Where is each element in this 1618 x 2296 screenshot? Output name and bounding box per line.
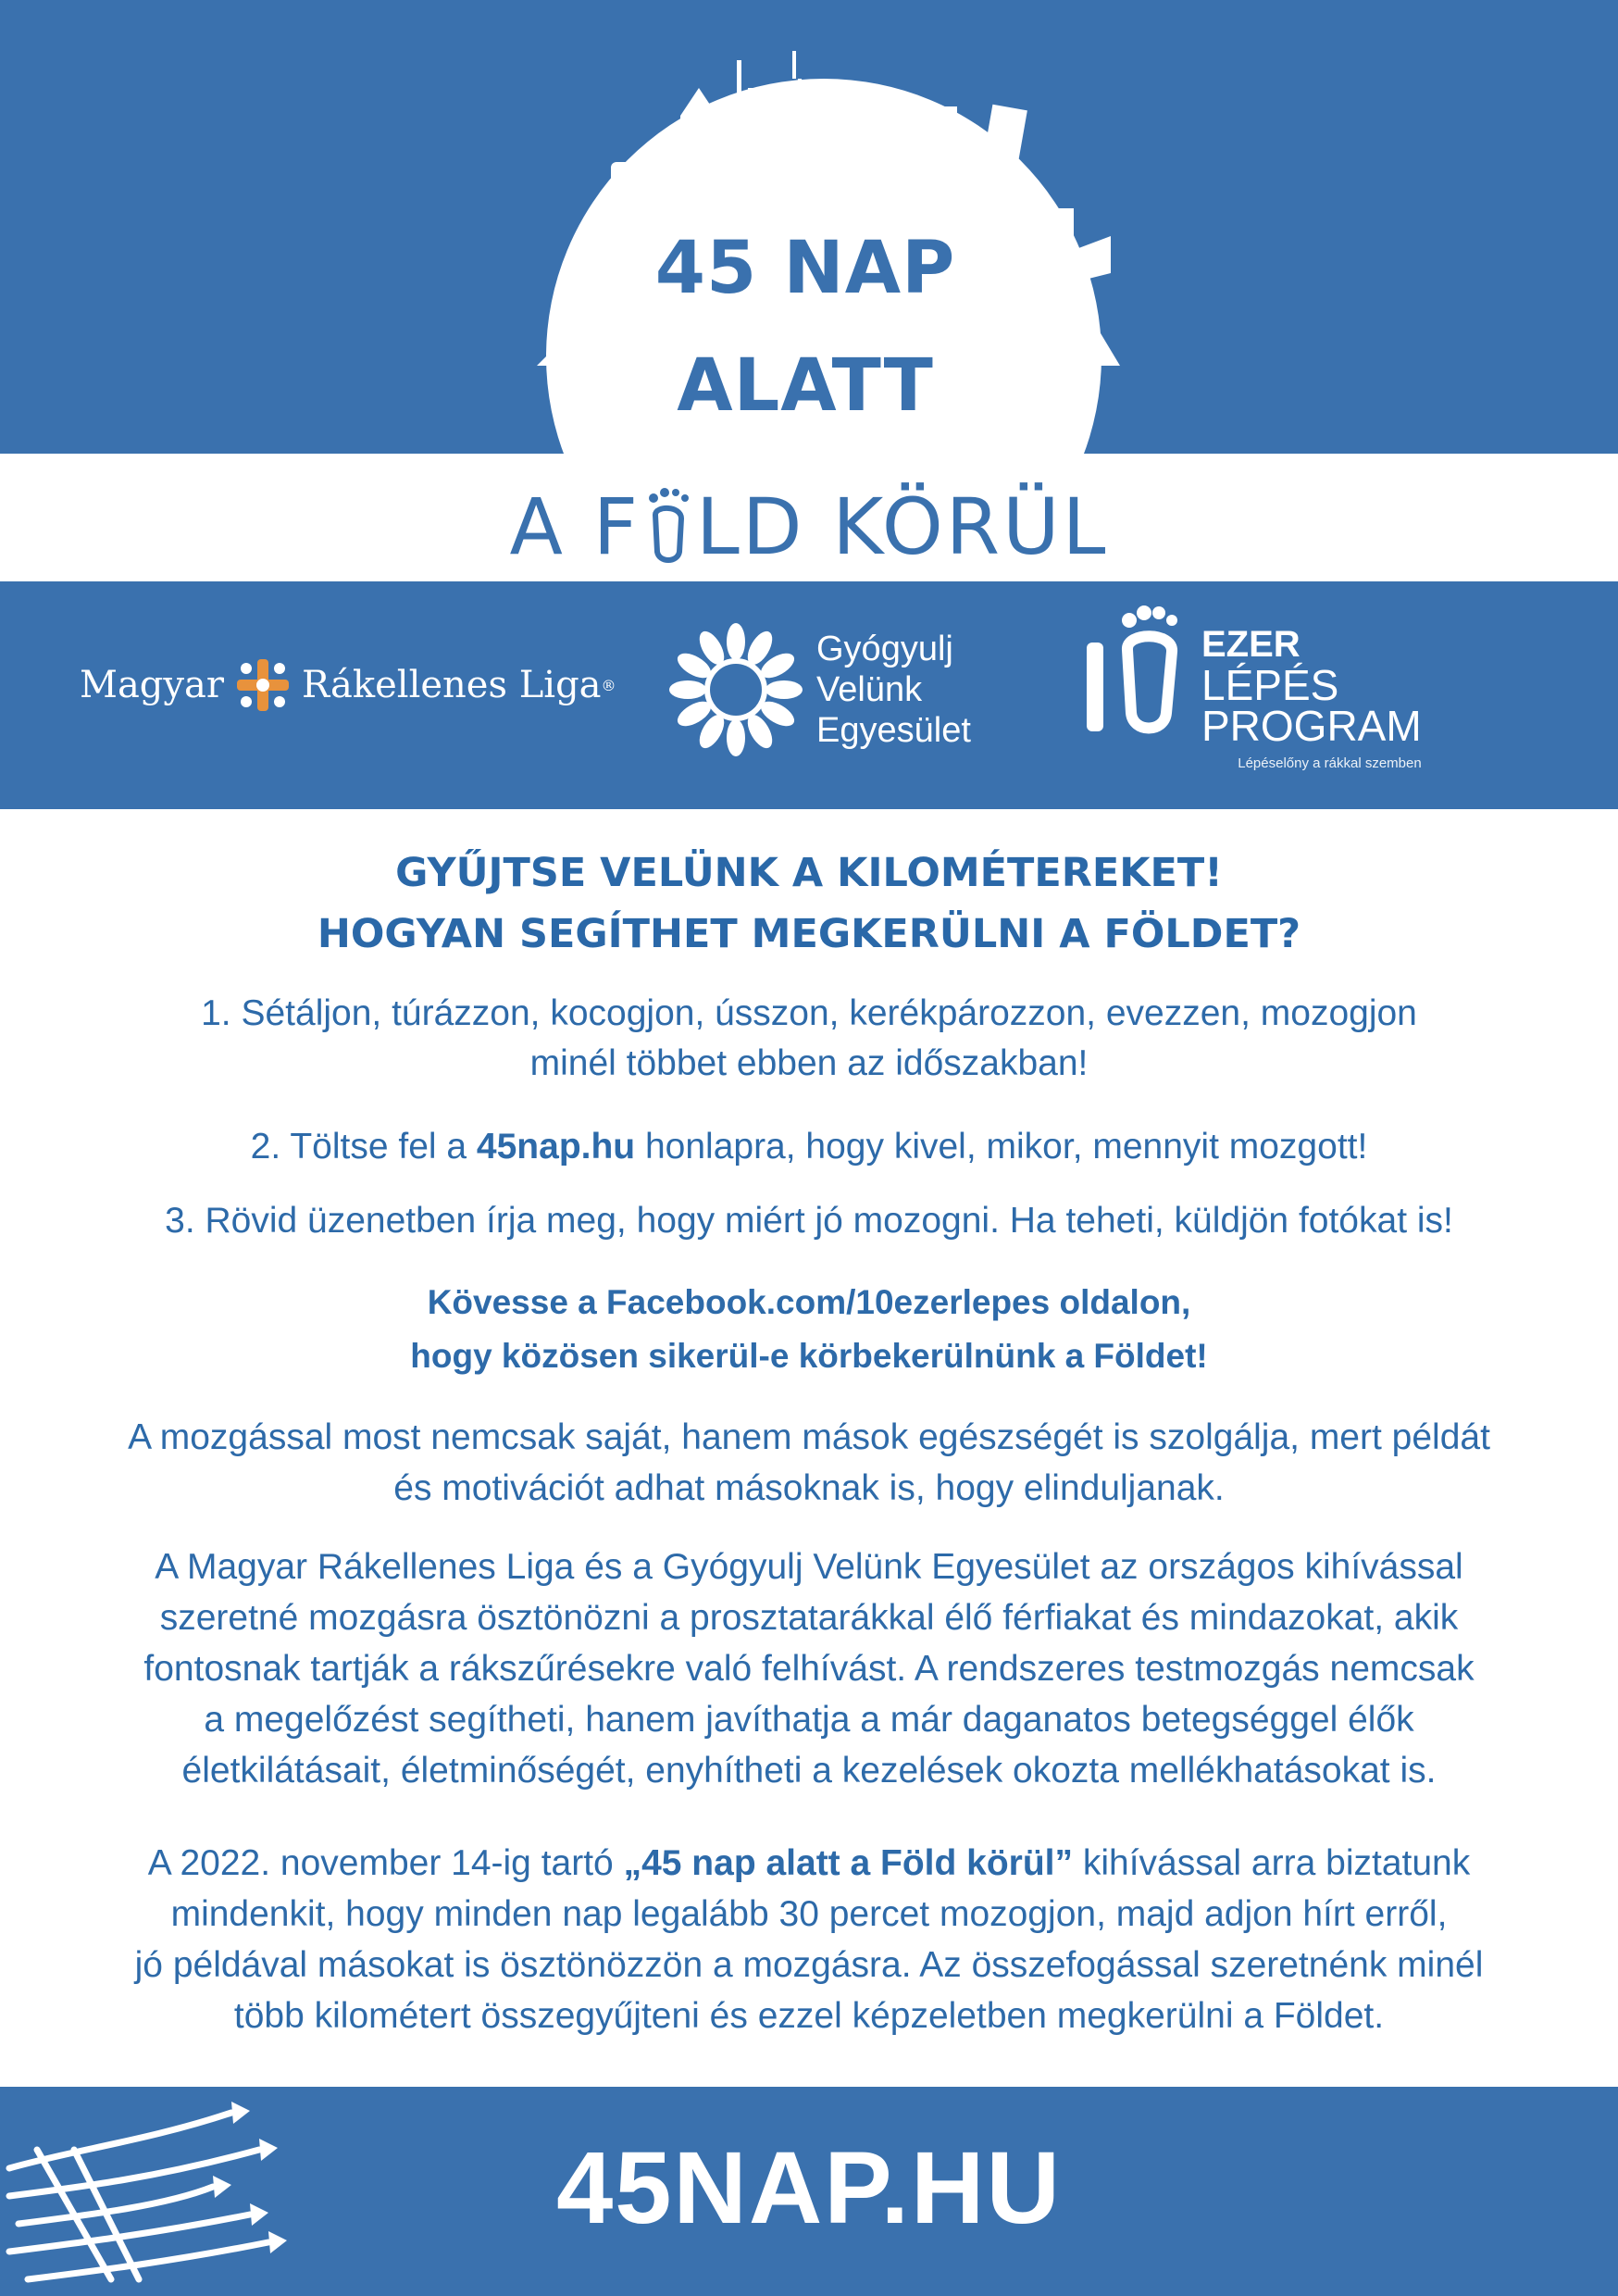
follow-line-1: Kövesse a Facebook.com/10ezerlepes oldalon, [427, 1283, 1191, 1321]
paragraph-challenge [37, 1838, 1581, 2041]
gyve-line-3: Egyesület [816, 711, 971, 750]
gyve-line-1: Gyógyulj [816, 630, 953, 668]
facebook-follow-text [37, 1276, 1581, 1383]
title-part-1: A F [509, 481, 641, 572]
para2-line-2: szeretné mozgásra ösztönözni a prosztatarákkal élő férfiakat és mindazokat, akik [159, 1598, 1459, 1638]
para1-line-1: A mozgással most nemcsak saját, hanem mások egészségét is szolgálja, mert példát [128, 1417, 1490, 1457]
gyve-logo-text [816, 629, 971, 751]
para1-line-2: és motivációt adhat másoknak is, hogy elinduljanak. [393, 1468, 1225, 1508]
headline-line-1: GYŰJTSE VELÜNK A KILOMÉTEREKET! [395, 850, 1223, 896]
step-2-post: honlapra, hogy kivel, mikor, mennyit mozgott! [635, 1127, 1368, 1167]
gyve-line-2: Velünk [816, 670, 923, 709]
para3-pre: A 2022. november 14-ig tartó [147, 1843, 624, 1883]
magyar-rakellenes-liga-logo [80, 655, 616, 715]
ten-ezer-text: EZER [1201, 624, 1301, 665]
para3-line-3: jó példával másokat is ösztönözzön a mozgásra. Az összefogással szeretnénk minél [134, 1945, 1484, 1985]
step-1-line-2: minél többet ebben az időszakban! [529, 1043, 1089, 1083]
website-link[interactable]: 45nap.hu [476, 1127, 636, 1167]
para2-line-4: a megelőzést segítheti, hanem javíthatja a már daganatos betegséggel élők [204, 1700, 1414, 1740]
mrl-emblem-icon [233, 655, 292, 715]
headline [37, 842, 1581, 965]
title-part-2: LD KÖRÜL [696, 481, 1109, 572]
para2-line-1: A Magyar Rákellenes Liga és a Gyógyulj Velünk Egyesület az országos kihívással [155, 1547, 1463, 1587]
step-3: 3. Rövid üzenetben írja meg, hogy miért jó mozogni. Ha teheti, küldjön fotókat is! [165, 1201, 1453, 1241]
registered-mark: ® [601, 676, 616, 694]
footer-website-link[interactable]: 45NAP.HU [556, 2131, 1062, 2245]
paragraph-motivation [37, 1412, 1581, 1514]
step-1 [37, 989, 1581, 1089]
para3-line-1 [37, 1838, 1581, 1889]
ten-logo-text [1201, 604, 1422, 771]
follow-line-2: hogy közösen sikerül-e körbekerülnünk a Földet! [410, 1337, 1208, 1375]
para3-line-2: mindenkit, hogy minden nap legalább 30 percet mozogjon, majd adjon hírt erről, [170, 1894, 1448, 1934]
ten-lepes-text: LÉPÉS [1201, 661, 1339, 709]
hero-line-alatt: ALATT [677, 344, 934, 428]
page-title [0, 481, 1618, 572]
headline-line-2: HOGYAN SEGÍTHET MEGKERÜLNI A FÖLDET? [317, 911, 1301, 957]
para3-post: kihívással arra biztatunk [1073, 1843, 1471, 1883]
10-ezer-lepes-program-logo [1081, 604, 1422, 771]
ten-program-text: PROGRAM [1201, 702, 1422, 750]
para3-line-4: több kilométert összegyűjteni és ezzel képzeletben megkerülni a Földet. [233, 1996, 1385, 2036]
para2-line-5: életkilátásait, életminőségét, enyhítheti a kezelések okozta mellékhatásokat is. [181, 1751, 1437, 1791]
challenge-name: „45 nap alatt a Föld körül” [623, 1843, 1074, 1883]
hero-line-45-nap: 45 NAP [654, 227, 956, 310]
footprint-icon [642, 487, 694, 567]
sun-flower-icon [666, 620, 805, 759]
ten-tagline: Lépéselőny a rákkal szemben [1238, 755, 1422, 771]
step-1-line-1: 1. Sétáljon, túrázzon, kocogjon, ússzon, kerékpározzon, evezzen, mozogjon [201, 993, 1417, 1033]
step-2 [37, 1122, 1581, 1172]
mrl-logo-right-text: Rákellenes Liga [301, 664, 602, 706]
para2-line-3: fontosnak tartják a rákszűrésekre való felhívást. A rendszeres testmozgás nemcsak [143, 1649, 1475, 1689]
step-2-pre: 2. Töltse fel a [250, 1127, 477, 1167]
paragraph-organizers [37, 1541, 1581, 1796]
mrl-logo-left-text: Magyar [80, 664, 224, 706]
ten-footprint-icon [1081, 604, 1192, 742]
gyogyulj-velunk-egyesulet-logo [666, 620, 971, 759]
